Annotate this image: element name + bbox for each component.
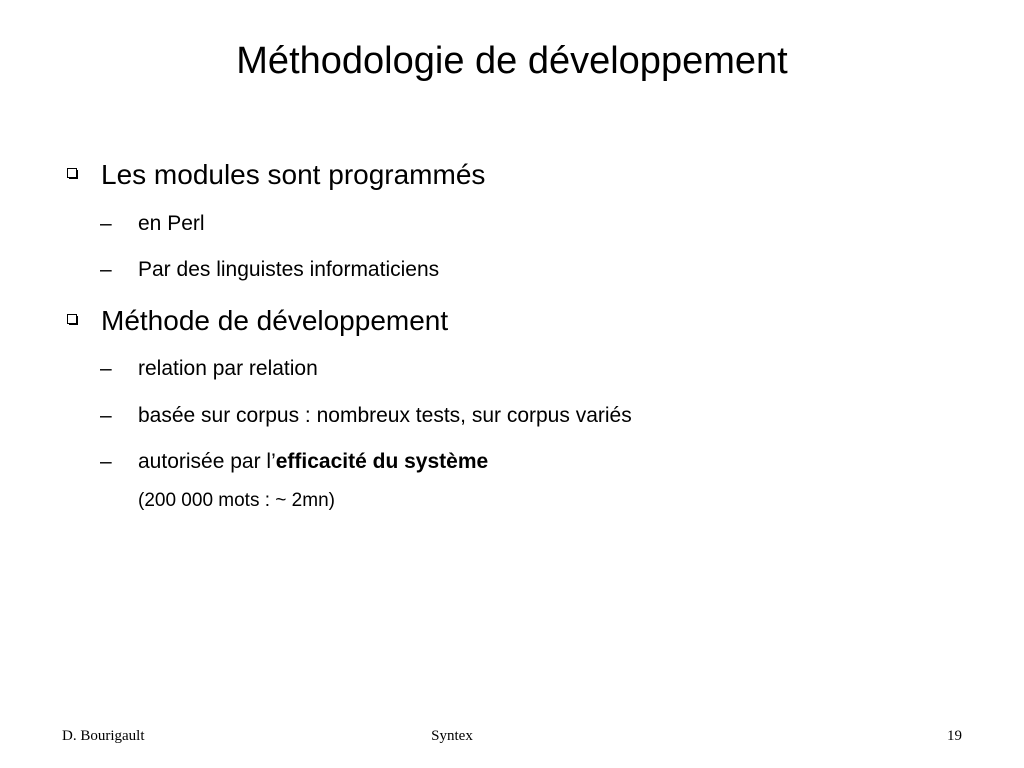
bullet-heading: Méthode de développement bbox=[101, 305, 449, 336]
square-bullet-icon bbox=[67, 314, 78, 325]
dash-marker: – bbox=[100, 258, 112, 281]
square-bullet-icon bbox=[67, 168, 78, 179]
dash-marker: – bbox=[100, 212, 112, 235]
dash-marker: – bbox=[100, 450, 112, 473]
note-text: (200 000 mots : ~ 2mn) bbox=[138, 490, 335, 511]
footer-author: D. Bourigault bbox=[62, 728, 145, 744]
sub-item-text: basée sur corpus : nombreux tests, sur corpus variés bbox=[138, 404, 632, 427]
sub-item-text-prefix: autorisée par l’ bbox=[138, 450, 276, 473]
sub-item-text: relation par relation bbox=[138, 357, 318, 380]
sub-item-text-bold: efficacité du système bbox=[275, 450, 489, 473]
footer-center-text: Syntex bbox=[431, 728, 473, 744]
slide-title: Méthodologie de développement bbox=[236, 40, 788, 82]
dash-marker: – bbox=[100, 404, 112, 427]
sub-item-text: Par des linguistes informaticiens bbox=[138, 258, 440, 281]
page-number: 19 bbox=[947, 728, 962, 744]
sub-item-text bbox=[138, 448, 488, 476]
sub-item-text: en Perl bbox=[138, 212, 205, 235]
dash-marker: – bbox=[100, 357, 112, 380]
bullet-heading: Les modules sont programmés bbox=[101, 159, 486, 190]
